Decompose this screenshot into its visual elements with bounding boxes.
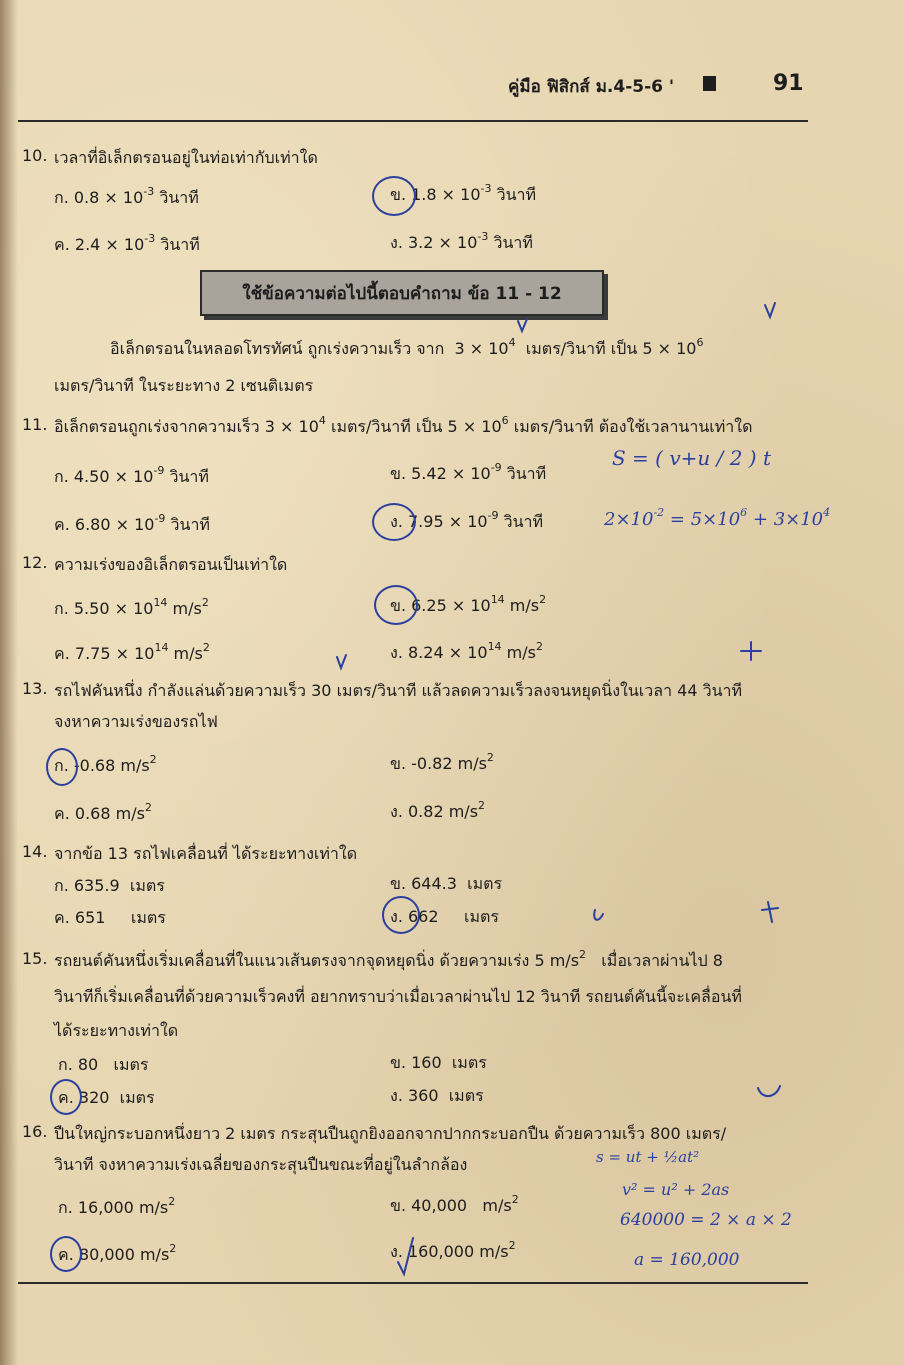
option-exponent: 2 [508, 1238, 516, 1252]
option-label: ค. [58, 1088, 74, 1107]
option-exponent: 14 [490, 592, 505, 606]
option-label: ค. [54, 908, 70, 927]
handwritten-line-3-q16: 640000 = 2 × a × 2 [620, 1210, 792, 1230]
option-label: ก. [58, 1055, 73, 1074]
option-unit: m/s [509, 596, 540, 615]
option-value: 6.25 × 10 [411, 596, 491, 615]
option-exponent: 2 [169, 1241, 177, 1255]
option-label: ก. [54, 188, 69, 207]
handwritten-line-2-q16: v² = u² + 2as [622, 1180, 730, 1199]
question-number: 12. [22, 553, 48, 572]
question-text: จากข้อ 13 รถไฟเคลื่อนที่ ได้ระยะทางเท่าใด [54, 844, 358, 863]
option-value: 80,000 m/s [78, 1245, 170, 1264]
option-value: 40,000 m/s [411, 1196, 512, 1215]
option-value: 644.3 เมตร [411, 874, 503, 893]
option-value: 6.80 × 10 [74, 515, 155, 534]
handwritten-formula-q11: S = ( v+u / 2 ) t [612, 446, 772, 470]
option-unit: m/s [172, 599, 202, 618]
option-value: 662 เมตร [408, 907, 499, 926]
option-label: ค. [54, 644, 70, 663]
option-unit: วินาที [170, 515, 210, 534]
option-unit: วินาที [506, 464, 547, 483]
option-exponent: -9 [490, 460, 502, 474]
handwritten-exponent: 4 [823, 506, 831, 519]
handwritten-line-4-q16: a = 160,000 [634, 1250, 740, 1270]
option-label: ง. [390, 1242, 403, 1261]
passage-exponent: 6 [696, 335, 704, 349]
option-unit: วินาที [496, 185, 537, 204]
handwritten-part: 2×10 [604, 509, 654, 530]
question-text-line-3: ได้ระยะทางเท่าใด [54, 1021, 179, 1040]
question-text-line-2: วินาทีก็เริ่มเคลื่อนที่ด้วยความเร็วคงที่ อยากทราบว่าเมื่อเวลาผ่านไป 12 วินาที รถยนต์คันนี้จะเคลื่อนที่ [54, 987, 742, 1006]
question-number: 16. [22, 1122, 48, 1141]
option-exponent: 2 [511, 1192, 519, 1206]
question-text: ความเร่งของอิเล็กตรอนเป็นเท่าใด [54, 555, 288, 574]
option-unit: m/s [506, 643, 536, 662]
option-label: ง. [390, 233, 403, 252]
option-exponent: -3 [477, 229, 489, 243]
option-label: ง. [390, 512, 403, 531]
handwritten-part: + 3×10 [752, 509, 824, 530]
option-value: 360 เมตร [408, 1086, 484, 1105]
question-number: 14. [22, 842, 48, 861]
option-exponent: -3 [144, 231, 156, 245]
check-mark [758, 1086, 780, 1096]
question-number: 11. [22, 415, 48, 434]
option-label: ค. [54, 235, 70, 254]
question-text-line-1: ปืนใหญ่กระบอกหนึ่งยาว 2 เมตร กระสุนปืนถูกยิงออกจากปากกระบอกปืน ด้วยความเร็ว 800 เมตร/ [54, 1124, 727, 1143]
passage-value: 3 × 10 [454, 339, 509, 358]
option-value: 80 เมตร [77, 1055, 149, 1074]
option-value: 7.95 × 10 [408, 512, 488, 531]
option-value: 0.68 m/s [74, 804, 145, 823]
option-value: -0.68 m/s [73, 756, 150, 775]
option-label: ค. [54, 804, 70, 823]
option-exponent: 2 [149, 752, 157, 766]
option-unit: วินาที [493, 233, 533, 252]
question-number: 10. [22, 146, 48, 165]
option-label: ข. [390, 185, 407, 204]
option-label: ก. [54, 876, 69, 895]
option-exponent: 14 [154, 640, 169, 654]
handwritten-line-1-q16: s = ut + ½at² [596, 1148, 700, 1166]
option-exponent: 2 [168, 1194, 176, 1208]
option-value: 635.9 เมตร [73, 876, 165, 895]
option-label: ข. [390, 754, 407, 773]
unit-exponent: 2 [201, 595, 209, 609]
check-mark [337, 655, 346, 668]
option-label: ข. [390, 1053, 407, 1072]
question-exponent: 6 [501, 413, 509, 427]
option-label: ก. [54, 599, 69, 618]
unit-exponent: 2 [202, 640, 210, 654]
option-value: 4.50 × 10 [73, 467, 154, 486]
question-exponent: 4 [318, 413, 326, 427]
option-unit: m/s [173, 644, 203, 663]
check-mark [765, 303, 775, 317]
option-label: ค. [54, 515, 70, 534]
unit-exponent: 2 [535, 639, 543, 653]
section-banner: ใช้ข้อความต่อไปนี้ตอบคำถาม ข้อ 11 - 12 [200, 270, 604, 316]
question-text-line-2: วินาที จงหาความเร่งเฉลี่ยของกระสุนปืนขณะที่อยู่ในลำกล้อง [54, 1155, 468, 1174]
option-value: 5.50 × 10 [73, 599, 154, 618]
option-exponent: 14 [487, 639, 502, 653]
handwritten-exponent: 6 [740, 506, 748, 519]
plus-mark [741, 642, 761, 660]
option-label: ก. [54, 467, 69, 486]
option-value: 0.82 m/s [408, 802, 479, 821]
option-label: ข. [390, 464, 407, 483]
question-text-part: เมื่อเวลาผ่านไป 8 [601, 951, 723, 970]
handwritten-exponent: -2 [653, 506, 665, 519]
option-label: ข. [390, 1196, 407, 1215]
passage-exponent: 4 [508, 335, 516, 349]
passage-text: เมตร/วินาที เป็น 5 × 10 [525, 339, 697, 358]
option-label: ก. [58, 1198, 73, 1217]
option-unit: วินาที [159, 188, 199, 207]
option-value: 8.24 × 10 [408, 643, 488, 662]
check-mark [398, 1238, 413, 1274]
option-exponent: -9 [153, 463, 165, 477]
option-label: ง. [390, 802, 403, 821]
option-value: 16,000 m/s [77, 1198, 169, 1217]
question-text-part: อิเล็กตรอนถูกเร่งจากความเร็ว 3 × 10 [54, 417, 319, 436]
option-exponent: -3 [143, 184, 155, 198]
option-value: 2.4 × 10 [74, 235, 145, 254]
option-value: 0.8 × 10 [73, 188, 144, 207]
question-text-line-2: จงหาความเร่งของรถไฟ [54, 712, 218, 731]
handwritten-part: = 5×10 [669, 509, 741, 530]
passage-text: อิเล็กตรอนในหลอดโทรทัศน์ ถูกเร่งความเร็ว จาก [110, 339, 445, 358]
option-value: 320 เมตร [78, 1088, 155, 1107]
option-label: ข. [390, 596, 407, 615]
book-title: คู่มือ ฟิสิกส์ ม.4-5-6 ' [508, 77, 675, 97]
option-value: 160 เมตร [411, 1053, 487, 1072]
check-mark [518, 319, 527, 331]
option-unit: วินาที [169, 467, 209, 486]
option-value: 160,000 m/s [408, 1242, 509, 1261]
option-value: 5.42 × 10 [411, 464, 491, 483]
question-number: 15. [22, 949, 48, 968]
question-exponent: 2 [579, 947, 587, 961]
option-exponent: -3 [480, 181, 492, 195]
option-value: 7.75 × 10 [74, 644, 155, 663]
option-label: ก. [54, 756, 69, 775]
pen-mark [762, 902, 778, 922]
option-label: ค. [58, 1245, 74, 1264]
pen-mark [594, 910, 603, 920]
option-value: 651 เมตร [74, 908, 166, 927]
page-number: 91 [773, 71, 804, 96]
option-value: -0.82 m/s [411, 754, 487, 773]
option-exponent: -9 [487, 508, 499, 522]
passage-line-2: เมตร/วินาที ในระยะทาง 2 เซนติเมตร [54, 376, 314, 395]
question-text-part: เมตร/วินาที เป็น 5 × 10 [330, 417, 502, 436]
option-exponent: 2 [478, 798, 486, 812]
option-value: 3.2 × 10 [408, 233, 478, 252]
option-label: ง. [390, 907, 403, 926]
option-exponent: 2 [486, 750, 494, 764]
option-unit: วินาที [160, 235, 200, 254]
option-label: ข. [390, 874, 407, 893]
unit-exponent: 2 [539, 592, 547, 606]
option-label: ง. [390, 1086, 403, 1105]
option-exponent: 14 [153, 595, 168, 609]
option-label: ง. [390, 643, 403, 662]
option-exponent: -9 [154, 511, 166, 525]
question-text-line-1: รถไฟคันหนึ่ง กำลังแล่นด้วยความเร็ว 30 เมตร/วินาที แล้วลดความเร็วลงจนหยุดนิ่งในเวลา 44 วินาที [54, 681, 743, 700]
question-text: เวลาที่อิเล็กตรอนอยู่ในท่อเท่ากับเท่าใด [54, 148, 318, 167]
option-exponent: 2 [144, 800, 152, 814]
question-text-part: รถยนต์คันหนึ่งเริ่มเคลื่อนที่ในแนวเส้นตรงจากจุดหยุดนิ่ง ด้วยความเร่ง 5 m/s [54, 951, 580, 970]
question-text-part: เมตร/วินาที ต้องใช้เวลานานเท่าใด [513, 417, 753, 436]
option-unit: วินาที [503, 512, 544, 531]
option-value: 1.8 × 10 [411, 185, 481, 204]
question-number: 13. [22, 679, 48, 698]
